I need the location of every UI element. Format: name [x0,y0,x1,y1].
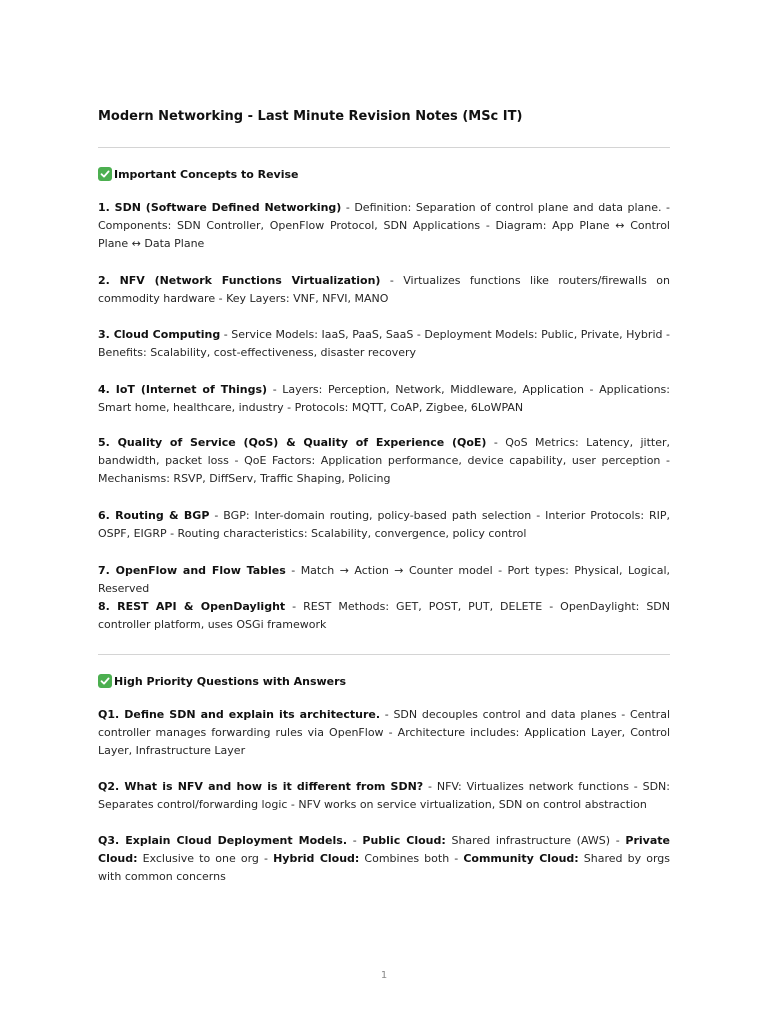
concept-body: - Definition: Separation of control plane and data plane. - Components: SDN Controller, OpenFlow Protocol, SDN Applications - Diagram: App Plane ↔ Control Plane ↔ Data Plane [98,201,670,250]
concept-title: 6. Routing & BGP [98,509,210,522]
concept-body: - QoS Metrics: Latency, jitter, bandwidth, packet loss - QoE Factors: Application performance, device capability, user perception - Mechanisms: RSVP, DiffServ, Traffic Shaping, Policing [98,436,670,485]
check-mark-icon [98,167,112,181]
answer-text: - [347,834,363,847]
concept-body: - Virtualizes functions like routers/firewalls on commodity hardware - Key Layers: VNF, NFVI, MANO [98,274,670,305]
concept-title: 1. SDN (Software Defined Networking) [98,201,342,214]
concept-body: - BGP: Inter-domain routing, policy-based path selection - Interior Protocols: RIP, OSPF, EIGRP - Routing characteristics: Scalability, convergence, policy control [98,509,671,540]
page-number: 1 [380,970,388,981]
section-heading-concepts [98,167,670,183]
question-answer: - SDN decouples control and data planes - Central controller manages forwarding rules via OpenFlow - Architecture includes: Application Layer, Control Layer, Infrastructure Layer [98,708,671,757]
answer-text: Combines both - [359,852,464,865]
concept-item-iot [98,381,670,417]
answer-label-hybrid: Hybrid Cloud: [273,852,360,865]
concept-title: 8. REST API & OpenDaylight [98,600,286,613]
section-heading-text: High Priority Questions with Answers [114,675,347,688]
question-title: Q2. What is NFV and how is it different from SDN? [98,780,424,793]
answer-label-community: Community Cloud: [463,852,579,865]
concept-item-routing [98,507,670,543]
concept-item-sdn [98,199,670,253]
section-heading-questions [98,674,670,690]
concept-item-rest [98,598,670,634]
question-item-q2 [98,778,670,814]
section-heading-text: Important Concepts to Revise [114,168,299,181]
concept-body: - Layers: Perception, Network, Middleware, Application - Applications: Smart home, healthcare, industry - Protocols: MQTT, CoAP, Zigbee, 6LoWPAN [98,383,670,414]
concept-title: 7. OpenFlow and Flow Tables [98,564,286,577]
answer-text: Shared by orgs with common concerns [98,852,670,883]
concept-body: - Match → Action → Counter model - Port types: Physical, Logical, Reserved [98,564,670,595]
question-title: Q1. Define SDN and explain its architecture. [98,708,381,721]
question-item-q3 [98,832,670,886]
concept-item-nfv [98,272,670,308]
question-item-q1 [98,706,670,760]
concept-item-qos [98,434,670,488]
answer-label-public: Public Cloud: [362,834,446,847]
document-title: Modern Networking - Last Minute Revision Notes (MSc IT) [98,109,523,124]
concept-title: 2. NFV (Network Functions Virtualization) [98,274,381,287]
concept-title: 4. IoT (Internet of Things) [98,383,268,396]
divider [98,147,670,148]
check-mark-icon [98,674,112,688]
concept-item-cloud [98,326,670,362]
question-answer: - NFV: Virtualizes network functions - SDN: Separates control/forwarding logic - NFV works on service virtualization, SDN on control abstraction [98,780,670,811]
answer-text: Exclusive to one org - [137,852,274,865]
concept-title: 3. Cloud Computing [98,328,221,341]
concept-body: - REST Methods: GET, POST, PUT, DELETE - OpenDaylight: SDN controller platform, uses OSGi framework [98,600,671,631]
concept-title: 5. Quality of Service (QoS) & Quality of Experience (QoE) [98,436,487,449]
divider [98,654,670,655]
answer-text: Shared infrastructure (AWS) - [445,834,626,847]
answer-label-private: Private Cloud: [98,834,670,865]
concept-body: - Service Models: IaaS, PaaS, SaaS - Deployment Models: Public, Private, Hybrid - Benefits: Scalability, cost-effectiveness, disaster recovery [98,328,670,359]
concept-item-openflow [98,562,670,598]
question-title: Q3. Explain Cloud Deployment Models. [98,834,348,847]
